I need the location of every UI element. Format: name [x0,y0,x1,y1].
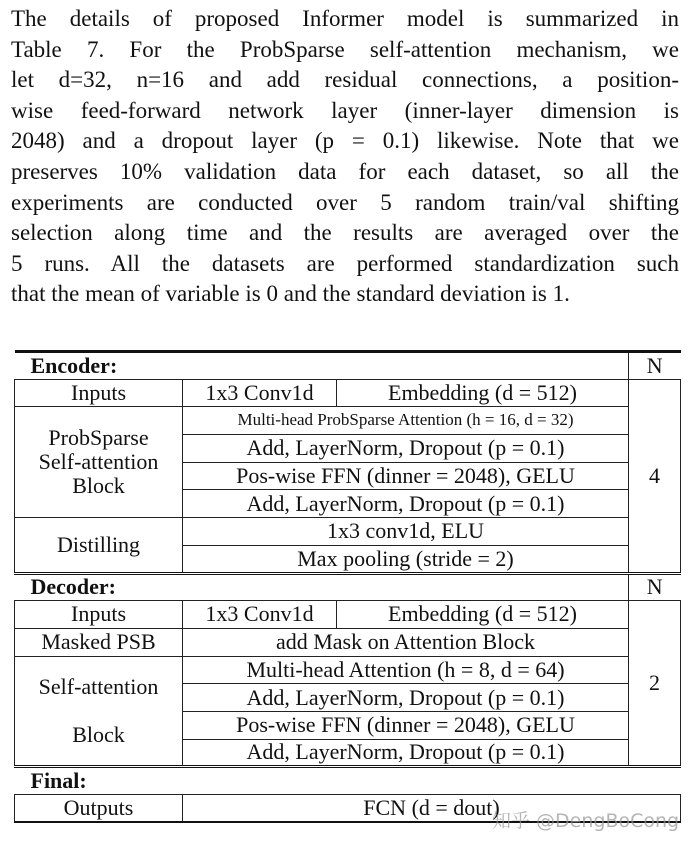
encoder-distilling-row [15,518,681,546]
paragraph-line: let d=32, n=16 and add residual connections, a position- [11,67,679,93]
encoder-block-label-line: Self-attention [38,449,159,475]
encoder-block-addnorm-2: Add, LayerNorm, Dropout (p = 0.1) [183,490,629,518]
final-outputs-label: Outputs [15,795,183,823]
encoder-block-label-line: Block [72,473,125,499]
encoder-distilling-pool: Max pooling (stride = 2) [183,545,629,573]
decoder-masked-label: Masked PSB [15,628,183,656]
encoder-block-addnorm: Add, LayerNorm, Dropout (p = 0.1) [183,435,629,463]
decoder-n-header: N [629,573,681,601]
encoder-inputs-embed: Embedding (d = 512) [337,379,629,407]
decoder-inputs-embed: Embedding (d = 512) [337,601,629,629]
encoder-header-row [15,352,681,380]
encoder-inputs-label: Inputs [15,379,183,407]
decoder-header-row [15,573,681,601]
paragraph-line: experiments are conducted over 5 random train/val shifting [11,189,679,215]
paragraph [11,4,679,310]
decoder-inputs-label: Inputs [15,601,183,629]
watermark: 知乎 @DengBoCong [492,810,680,832]
paragraph-line: 2048) and a dropout layer (p = 0.1) likewise. Note that we [11,128,679,154]
encoder-inputs-row [15,379,681,407]
encoder-n-value: 4 [629,379,681,573]
decoder-header: Decoder: [15,573,629,601]
encoder-block-label-line: ProbSparse [48,424,149,450]
decoder-block-label [15,656,183,767]
paragraph-line: selection along time and the results are averaged over the [11,220,679,246]
decoder-block-addnorm-2: Add, LayerNorm, Dropout (p = 0.1) [183,739,629,767]
decoder-inputs-row [15,601,681,629]
encoder-distilling-conv: 1x3 conv1d, ELU [183,518,629,546]
paragraph-line: preserves 10% validation data for each dataset, so all the [11,158,679,184]
paragraph-line: The details of proposed Informer model is summarized in [11,6,679,31]
paragraph-line: wise feed-forward network layer (inner-layer dimension is [11,97,679,123]
encoder-n-header: N [629,352,681,380]
decoder-block-attention: Multi-head Attention (h = 8, d = 64) [183,656,629,684]
model-config-table [14,350,681,823]
decoder-masked-row [15,628,681,656]
decoder-block-label-line: Block [72,722,125,748]
decoder-block-ffn: Pos-wise FFN (dinner = 2048), GELU [183,711,629,739]
paragraph-line: Table 7. For the ProbSparse self-attention mechanism, we [11,36,679,62]
decoder-n-value: 2 [629,601,681,767]
decoder-block-addnorm: Add, LayerNorm, Dropout (p = 0.1) [183,684,629,712]
encoder-block-row [15,407,681,435]
encoder-distilling-label: Distilling [15,518,183,573]
encoder-inputs-conv: 1x3 Conv1d [183,379,337,407]
encoder-block-label [15,407,183,518]
final-outputs-value: FCN (d = dout) [183,795,681,823]
paragraph-line: 5 runs. All the datasets are performed standardization such [11,250,679,276]
decoder-block-row [15,656,681,684]
decoder-block-label-line: Self-attention [38,673,159,699]
decoder-masked-value: add Mask on Attention Block [183,628,629,656]
encoder-block-attention: Multi-head ProbSparse Attention (h = 16, d = 32) [183,407,629,435]
encoder-block-ffn: Pos-wise FFN (dinner = 2048), GELU [183,462,629,490]
final-header-row [15,767,681,795]
decoder-inputs-conv: 1x3 Conv1d [183,601,337,629]
encoder-header: Encoder: [15,352,629,380]
final-header: Final: [15,767,681,795]
paragraph-line: that the mean of variable is 0 and the standard deviation is 1. [11,281,570,307]
